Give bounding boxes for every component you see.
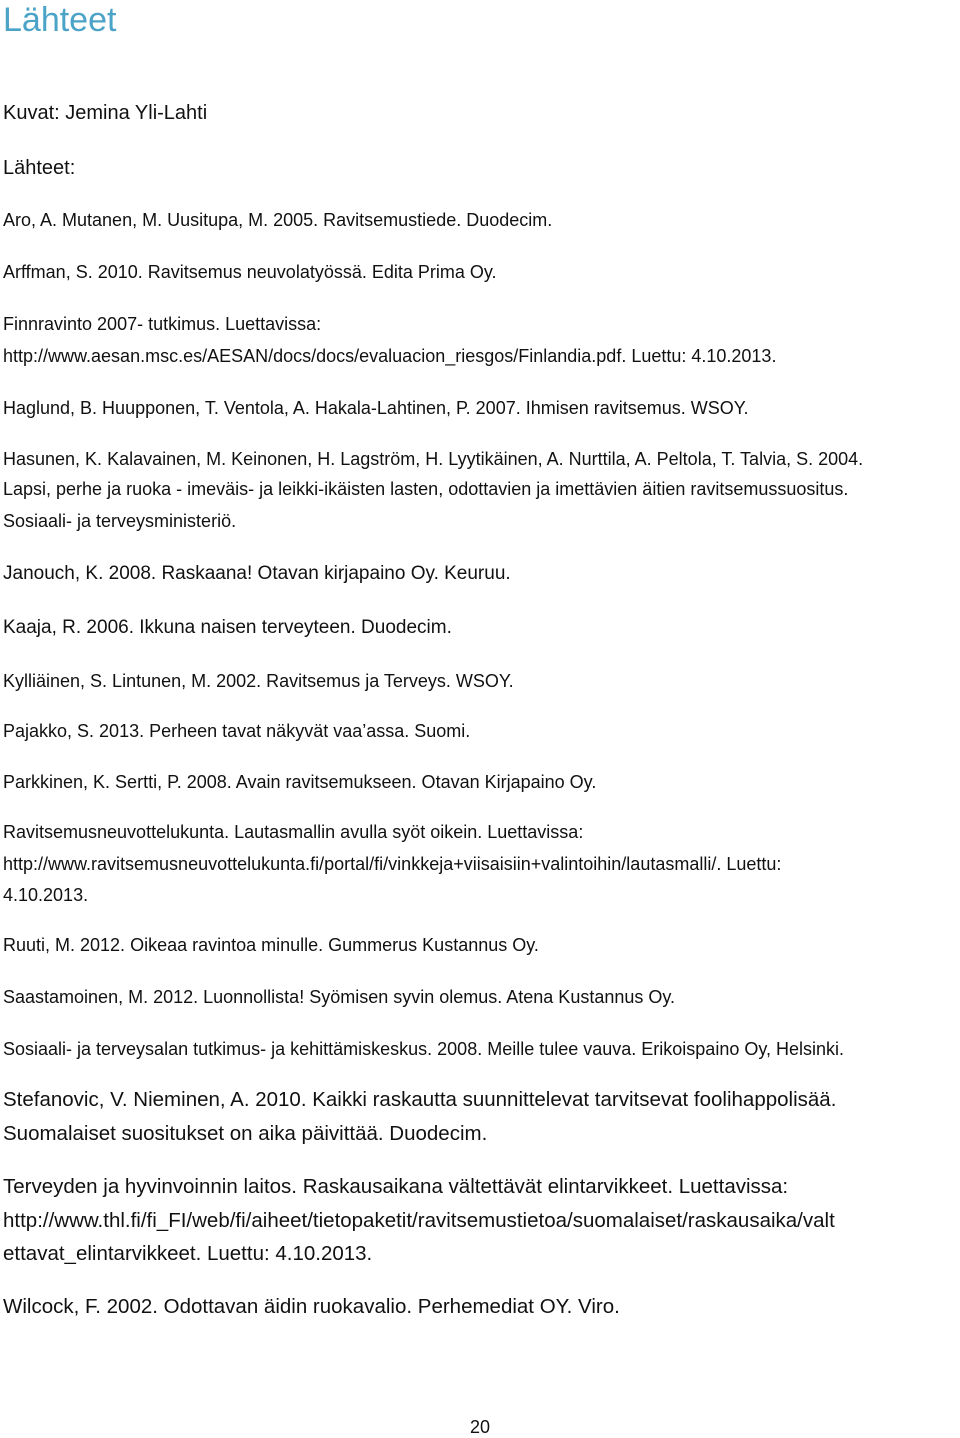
reference-line: Sosiaali- ja terveysministeriö. — [3, 511, 237, 531]
reference-line: Hasunen, K. Kalavainen, M. Keinonen, H. Lagström, H. Lyytikäinen, A. Nurttila, A. Peltola, T. Talvia, S. 2004. — [3, 449, 864, 469]
reference-line: Ruuti, M. 2012. Oikeaa ravintoa minulle. Gummerus Kustannus Oy. — [3, 935, 539, 955]
reference-line: Kaaja, R. 2006. Ikkuna naisen terveyteen. Duodecim. — [3, 617, 452, 638]
reference-line: Kylliäinen, S. Lintunen, M. 2002. Ravitsemus ja Terveys. WSOY. — [3, 671, 514, 691]
reference-line: Wilcock, F. 2002. Odottavan äidin ruokavalio. Perhemediat OY. Viro. — [3, 1295, 620, 1318]
reference-line: http://www.ravitsemusneuvottelukunta.fi/portal/fi/vinkkeja+viisaisiin+valintoihin/lautasmalli/. Luettu: — [3, 854, 782, 874]
reference-line: Saastamoinen, M. 2012. Luonnollista! Syömisen syvin olemus. Atena Kustannus Oy. — [3, 987, 676, 1007]
reference-line: Aro, A. Mutanen, M. Uusitupa, M. 2005. Ravitsemustiede. Duodecim. — [3, 210, 553, 230]
reference-line: Suomalaiset suositukset on aika päivittää. Duodecim. — [3, 1122, 488, 1145]
reference-line: Pajakko, S. 2013. Perheen tavat näkyvät vaa’assa. Suomi. — [3, 721, 471, 741]
page-number: 20 — [469, 1417, 491, 1437]
reference-line: http://www.aesan.msc.es/AESAN/docs/docs/evaluacion_riesgos/Finlandia.pdf. Luettu: 4.10.2013. — [3, 346, 777, 366]
reference-line: Lapsi, perhe ja ruoka - imeväis- ja leikki-ikäisten lasten, odottavien ja imettävien äitien ravitsemussuositus. — [3, 479, 849, 499]
reference-line: Stefanovic, V. Nieminen, A. 2010. Kaikki raskautta suunnittelevat tarvitsevat foolihappolisää. — [3, 1088, 837, 1111]
reference-line: Ravitsemusneuvottelukunta. Lautasmallin avulla syöt oikein. Luettavissa: — [3, 822, 584, 842]
reference-line: Terveyden ja hyvinvoinnin laitos. Raskausaikana vältettävät elintarvikkeet. Luettavissa: — [3, 1175, 789, 1198]
reference-line: ettavat_elintarvikkeet. Luettu: 4.10.2013. — [3, 1242, 373, 1265]
reference-line: http://www.thl.fi/fi_FI/web/fi/aiheet/tietopaketit/ravitsemustietoa/suomalaiset/raskausaika/valt — [3, 1209, 835, 1232]
images-credit: Kuvat: Jemina Yli-Lahti — [3, 102, 208, 124]
reference-line: Finnravinto 2007- tutkimus. Luettavissa: — [3, 314, 322, 334]
page-title: Lähteet — [3, 1, 117, 39]
reference-line: 4.10.2013. — [3, 885, 89, 905]
sources-label: Lähteet: — [3, 157, 76, 179]
reference-line: Janouch, K. 2008. Raskaana! Otavan kirjapaino Oy. Keuruu. — [3, 563, 511, 584]
reference-line: Arffman, S. 2010. Ravitsemus neuvolatyössä. Edita Prima Oy. — [3, 262, 497, 282]
reference-line: Parkkinen, K. Sertti, P. 2008. Avain ravitsemukseen. Otavan Kirjapaino Oy. — [3, 772, 597, 792]
reference-line: Sosiaali- ja terveysalan tutkimus- ja kehittämiskeskus. 2008. Meille tulee vauva. Erikoispaino Oy, Helsinki. — [3, 1039, 845, 1059]
reference-line: Haglund, B. Huupponen, T. Ventola, A. Hakala-Lahtinen, P. 2007. Ihmisen ravitsemus. WSOY. — [3, 398, 749, 418]
